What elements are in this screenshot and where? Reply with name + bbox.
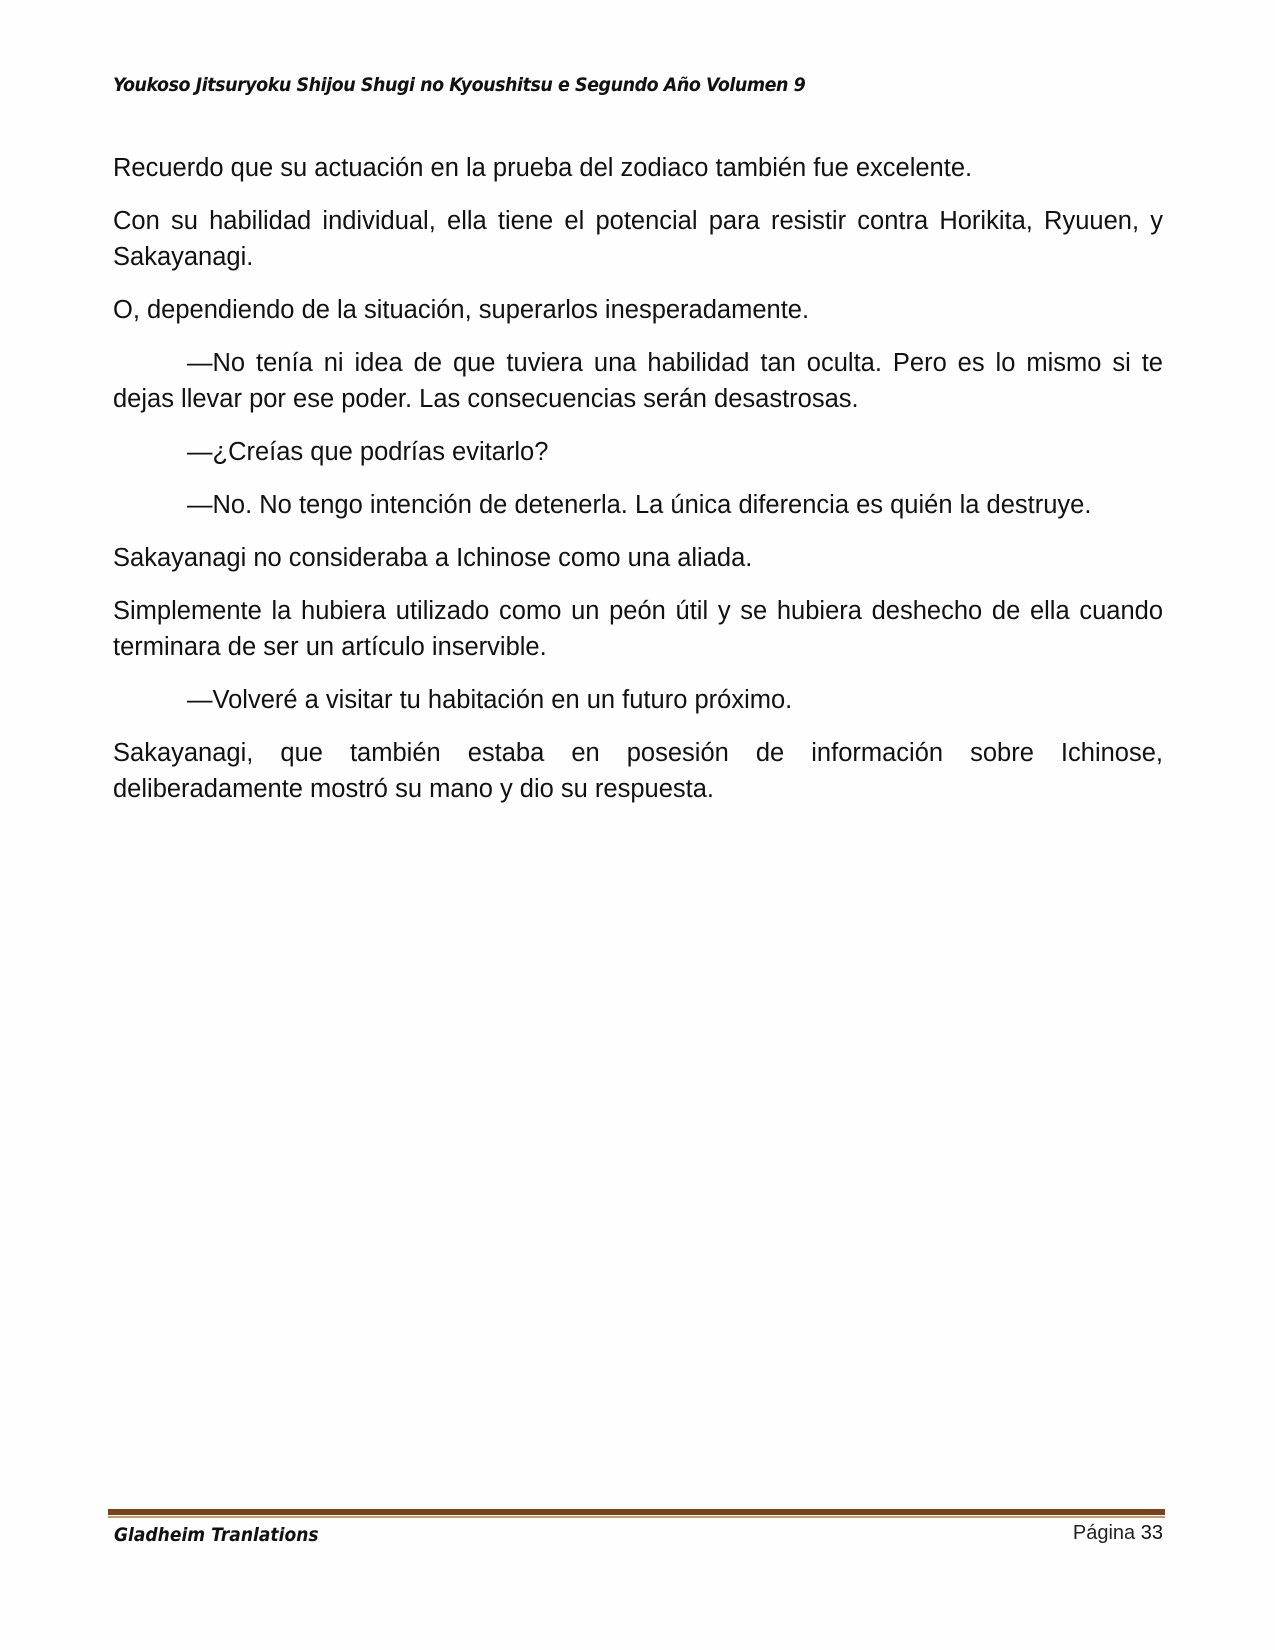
page-body <box>113 150 1163 824</box>
dialog-paragraph: —Volveré a visitar tu habitación en un futuro próximo. <box>187 686 793 714</box>
dialog-paragraph: —¿Creías que podrías evitarlo? <box>187 438 549 466</box>
running-header: Youkoso Jitsuryoku Shijou Shugi no Kyoushitsu e Segundo Año Volumen 9 <box>113 74 806 96</box>
paragraph: Sakayanagi, que también estaba en posesión de información sobre Ichinose, deliberadamente mostró su mano y dio su respuesta. <box>113 739 1163 803</box>
dialog-paragraph: —No. No tengo intención de detenerla. La única diferencia es quién la destruye. <box>187 491 1092 519</box>
dialog-paragraph: —No tenía ni idea de que tuviera una habilidad tan oculta. Pero es lo mismo si te dejas llevar por ese poder. Las consecuencias serán desastrosas. <box>113 349 1163 413</box>
paragraph: Recuerdo que su actuación en la prueba del zodiaco también fue excelente. <box>113 154 973 182</box>
page-number-value: 33 <box>1140 1522 1163 1544</box>
paragraph: Con su habilidad individual, ella tiene el potencial para resistir contra Horikita, Ryuuen, y Sakayanagi. <box>113 207 1163 271</box>
paragraph: Simplemente la hubiera utilizado como un peón útil y se hubiera deshecho de ella cuando terminara de ser un artículo inservible. <box>113 597 1163 661</box>
footer-credit: Gladheim Tranlations <box>114 1524 319 1546</box>
paragraph: O, dependiendo de la situación, superarlos inesperadamente. <box>113 296 810 324</box>
paragraph: Sakayanagi no consideraba a Ichinose como una aliada. <box>113 544 753 572</box>
footer-rule-accent <box>108 1516 1165 1518</box>
page-label: Página <box>1072 1522 1136 1544</box>
page-number <box>1073 1522 1163 1545</box>
footer-rule <box>108 1509 1165 1515</box>
